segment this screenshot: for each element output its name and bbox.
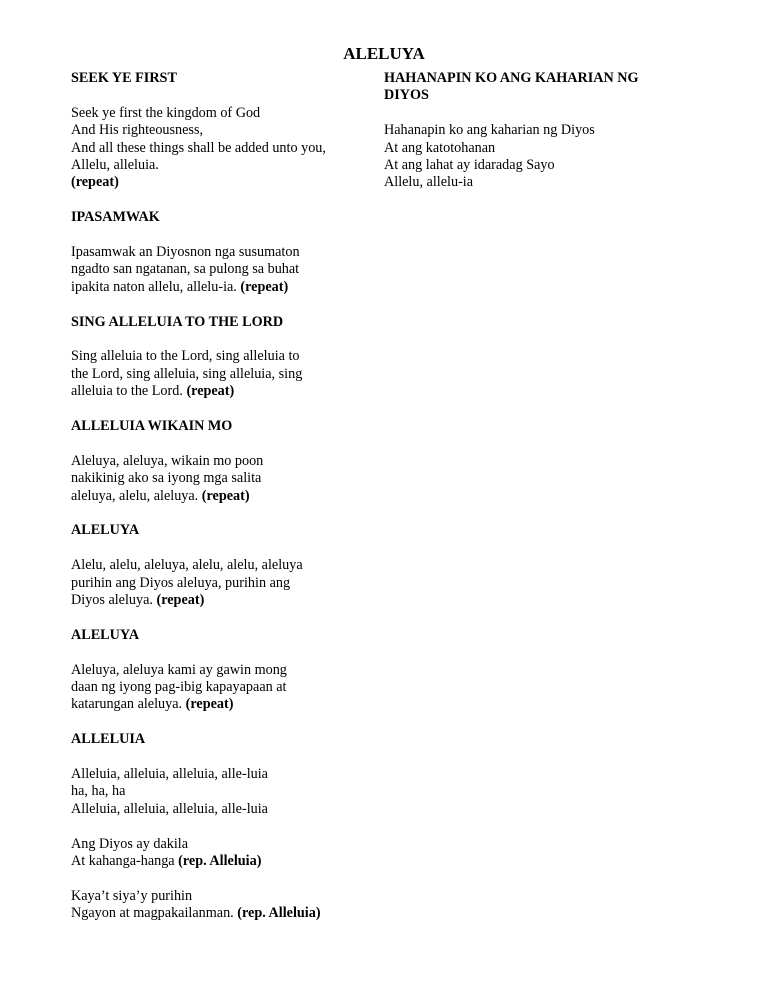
- repeat-marker: (repeat): [71, 174, 119, 191]
- lyric-stanza: [384, 122, 684, 192]
- song-title: SING ALLELUIA TO THE LORD: [71, 313, 284, 330]
- lyric-text: Alleluia, alleluia, alleluia, alle-luia: [71, 800, 268, 817]
- lyric-line: [71, 836, 371, 853]
- lyric-line: [71, 905, 371, 922]
- lyric-stanza: [71, 557, 371, 609]
- lyric-line: [71, 105, 371, 122]
- lyric-text: At ang katotohanan: [384, 139, 496, 156]
- lyric-line: [71, 766, 371, 783]
- lyric-text: daan ng iyong pag-ibig kapayapaan at: [71, 679, 287, 696]
- lyric-text: And His righteousness,: [71, 122, 204, 139]
- repeat-marker: (rep. Alleluia): [237, 905, 321, 922]
- lyric-line: [71, 662, 371, 679]
- song-title: SEEK YE FIRST: [71, 70, 177, 86]
- lyric-line: [71, 679, 371, 696]
- song-title: ALLELUIA: [71, 731, 146, 748]
- lyric-line: [71, 140, 371, 157]
- repeat-marker: (repeat): [185, 696, 234, 713]
- lyric-text: katarungan aleluya.: [71, 696, 186, 713]
- lyric-stanza: [71, 244, 371, 296]
- lyric-line: [71, 348, 371, 365]
- repeat-marker: (rep. Alleluia): [178, 853, 262, 870]
- lyric-text: Aleluya, aleluya kami ay gawin mong: [71, 661, 287, 678]
- lyric-line: [384, 174, 684, 191]
- lyric-text: Ngayon at magpakailanman.: [71, 905, 238, 922]
- song-title: IPASAMWAK: [71, 209, 160, 226]
- lyric-line: [71, 279, 371, 296]
- lyric-text: ha, ha, ha: [71, 783, 126, 800]
- song-title: HAHANAPIN KO ANG KAHARIAN NG DIYOS: [384, 70, 639, 104]
- song-title: ALELUYA: [71, 522, 140, 539]
- lyric-stanza: [71, 348, 371, 400]
- lyric-line: [71, 366, 371, 383]
- lyric-text: Allelu, alleluia.: [71, 157, 159, 174]
- lyric-line: [384, 122, 684, 139]
- song-block: [71, 627, 371, 714]
- lyric-stanza: [71, 766, 371, 818]
- lyric-line: [71, 174, 371, 191]
- lyric-line: [71, 853, 371, 870]
- song-block: [71, 522, 371, 609]
- lyric-text: alleluia to the Lord.: [71, 383, 187, 400]
- lyric-line: [71, 453, 371, 470]
- lyric-text: Ipasamwak an Diyosnon nga susumaton: [71, 244, 300, 261]
- song-title: ALLELUIA WIKAIN MO: [71, 418, 233, 435]
- lyric-stanza: [71, 888, 371, 923]
- song-block: [71, 314, 371, 401]
- repeat-marker: (repeat): [240, 278, 289, 295]
- song-block: [71, 418, 371, 505]
- song-block: [71, 209, 371, 296]
- song-block: [71, 731, 371, 922]
- lyric-text: Hahanapin ko ang kaharian ng Diyos: [384, 122, 595, 139]
- repeat-marker: (repeat): [186, 383, 235, 400]
- lyric-line: [71, 122, 371, 139]
- lyric-line: [71, 888, 371, 905]
- lyric-line: [71, 244, 371, 261]
- repeat-marker: (repeat): [156, 592, 205, 609]
- lyric-line: [71, 488, 371, 505]
- song-title: ALELUYA: [71, 626, 140, 643]
- lyric-text: the Lord, sing alleluia, sing alleluia, sing: [71, 365, 303, 382]
- lyric-line: [71, 470, 371, 487]
- lyric-text: ipakita naton allelu, allelu-ia.: [71, 278, 241, 295]
- lyric-text: Alleluia, alleluia, alleluia, alle-luia: [71, 766, 268, 783]
- lyric-line: [384, 157, 684, 174]
- lyric-line: [71, 261, 371, 278]
- lyric-text: Allelu, allelu-ia: [384, 174, 474, 191]
- song-block: [71, 70, 371, 192]
- lyric-stanza: [71, 662, 371, 714]
- lyric-text: nakikinig ako sa iyong mga salita: [71, 470, 262, 487]
- lyric-line: [71, 696, 371, 713]
- left-column: [71, 70, 371, 940]
- lyric-text: At kahanga-hanga: [71, 853, 179, 870]
- lyric-text: Seek ye first the kingdom of God: [71, 104, 261, 121]
- lyric-line: [384, 140, 684, 157]
- lyric-stanza: [71, 453, 371, 505]
- repeat-marker: (repeat): [201, 487, 250, 504]
- lyric-text: Ang Diyos ay dakila: [71, 835, 189, 852]
- page-title: ALELUYA: [343, 44, 425, 63]
- lyric-line: [71, 592, 371, 609]
- lyric-stanza: [71, 105, 371, 192]
- lyric-line: [71, 157, 371, 174]
- lyric-line: [71, 557, 371, 574]
- lyric-line: [71, 801, 371, 818]
- lyric-text: And all these things shall be added unto you,: [71, 139, 326, 156]
- lyric-stanza: [71, 836, 371, 871]
- right-column: [384, 70, 684, 209]
- lyric-line: [71, 383, 371, 400]
- song-block: [384, 70, 684, 192]
- lyric-text: Kaya’t siya’y purihin: [71, 887, 193, 904]
- lyric-line: [71, 783, 371, 800]
- lyric-text: Alelu, alelu, aleluya, alelu, alelu, aleluya: [71, 557, 303, 574]
- lyric-text: Aleluya, aleluya, wikain mo poon: [71, 452, 264, 469]
- lyric-text: At ang lahat ay idaradag Sayo: [384, 157, 555, 174]
- lyric-text: purihin ang Diyos aleluya, purihin ang: [71, 574, 291, 591]
- lyric-text: ngadto san ngatanan, sa pulong sa buhat: [71, 261, 300, 278]
- lyric-text: Sing alleluia to the Lord, sing alleluia to: [71, 348, 300, 365]
- lyric-line: [71, 575, 371, 592]
- lyric-text: Diyos aleluya.: [71, 592, 157, 609]
- lyric-text: aleluya, alelu, aleluya.: [71, 487, 202, 504]
